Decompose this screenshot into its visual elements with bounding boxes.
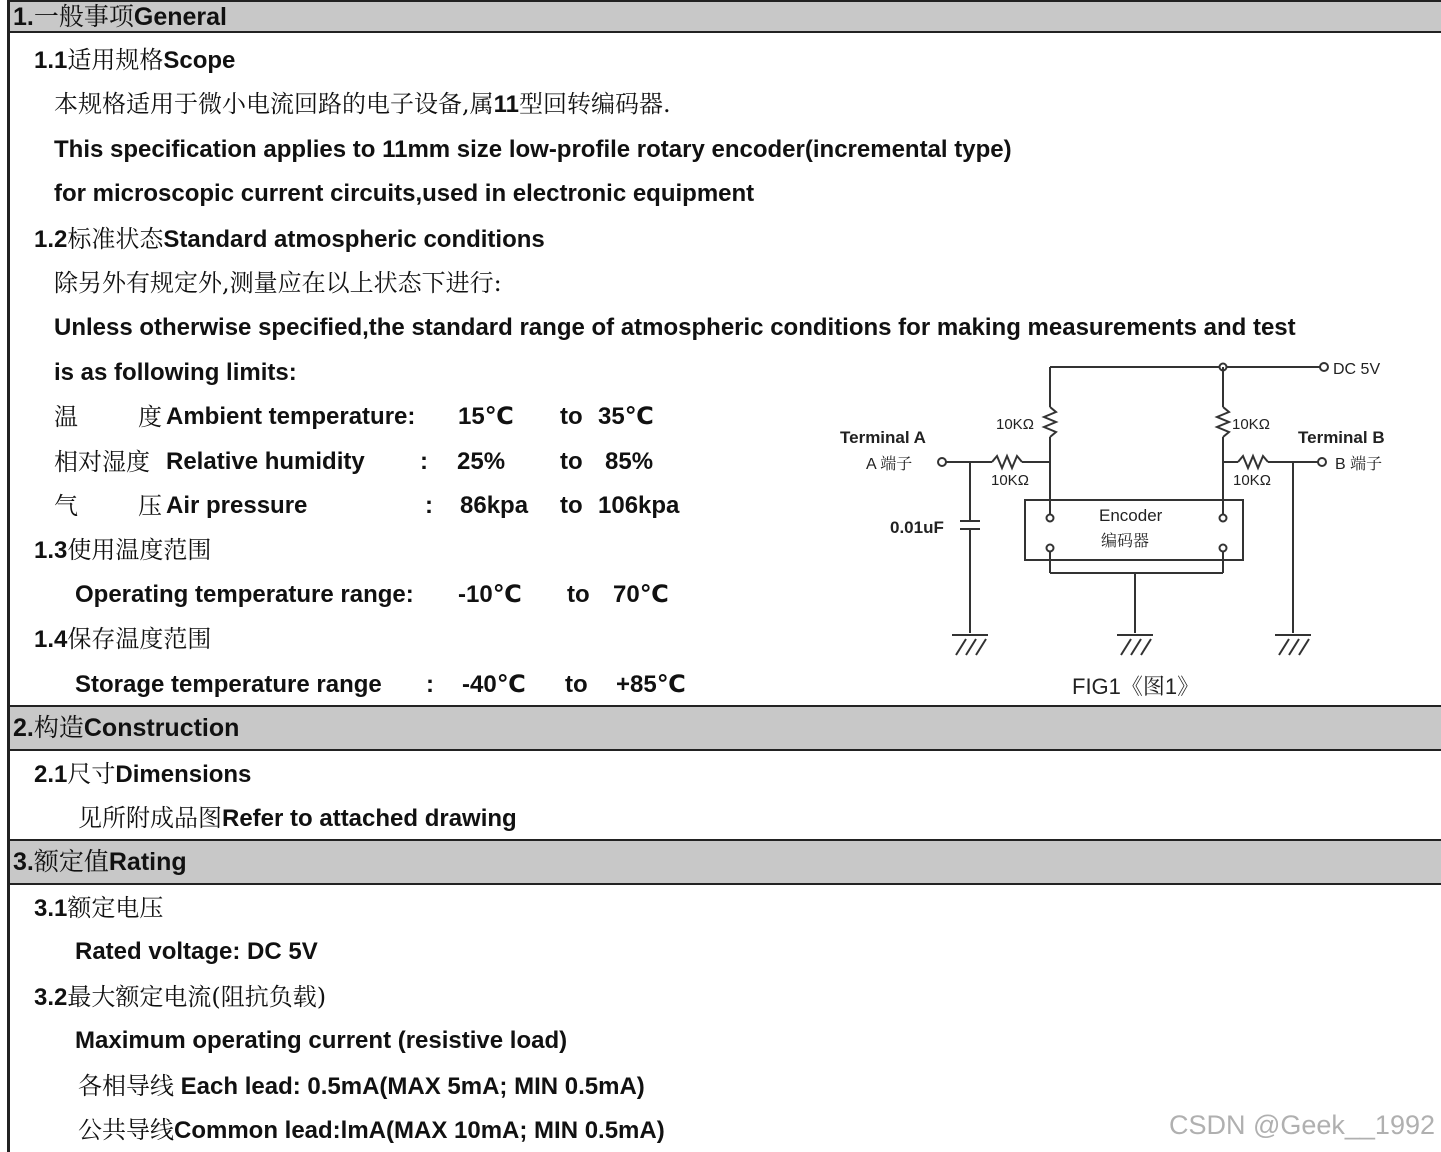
ground-symbol [1275, 635, 1311, 655]
subsection-number: 1.2 [34, 226, 68, 253]
section-number: 3. [13, 848, 34, 876]
resistor-label: 10KΩ [1232, 416, 1270, 433]
condition-to: to [560, 448, 583, 475]
condition-label-en: Air pressure [166, 492, 308, 519]
section-number: 2. [13, 714, 34, 742]
subsection-title-en: Standard atmospheric conditions [163, 226, 545, 253]
condition-label-cn: 相对湿度 [54, 448, 150, 476]
capacitor-label: 0.01uF [890, 518, 944, 537]
scope-cn-part1: 本规格适用于微小电流回路的电子设备,属 [54, 90, 494, 118]
condition-label-en: Ambient temperature: [166, 403, 416, 430]
operating-temp-min: -10℃ [458, 581, 522, 608]
condition-separator: : [425, 492, 433, 519]
dimensions-text [78, 803, 517, 834]
subsection-storage-temp [34, 624, 211, 655]
dc-terminal [1320, 363, 1328, 371]
storage-temp-separator: : [426, 671, 434, 698]
subsection-number: 1.4 [34, 626, 68, 653]
dimensions-text-cn: 见所附成品图 [78, 804, 222, 832]
condition-label-cn: 度 [138, 403, 162, 431]
subsection-operating-temp [34, 535, 211, 566]
condition-min: 25% [457, 448, 506, 475]
scope-text-en-2: for microscopic current circuits,used in electronic equipment [54, 180, 755, 207]
condition-to: to [560, 492, 583, 519]
scope-text-cn [54, 89, 671, 120]
subsection-number: 1.3 [34, 537, 68, 564]
subsection-title-cn: 保存温度范围 [67, 625, 212, 653]
encoder-pin [1220, 545, 1227, 552]
scope-text-en-1: This specification applies to 11mm size low-profile rotary encoder(incremental type) [54, 136, 1012, 163]
subsection-rated-voltage [34, 893, 163, 924]
encoder-circuit-diagram [830, 355, 1430, 705]
storage-temp-min: -40℃ [462, 671, 526, 698]
section-title-cn: 一般事项 [33, 2, 134, 31]
figure-caption: FIG1《图1》 [1072, 674, 1200, 699]
condition-to: to [560, 403, 583, 430]
each-lead-cn: 各相导线 [78, 1072, 174, 1100]
dc-5v-label: DC 5V [1333, 361, 1381, 378]
subsection-title-cn: 适用规格 [67, 46, 164, 74]
subsection-title-cn: 使用温度范围 [67, 536, 212, 564]
encoder-pin [1047, 545, 1054, 552]
subsection-title-cn: 最大额定电流(阻抗负载) [67, 983, 327, 1011]
subsection-scope [34, 45, 235, 76]
storage-temp-label: Storage temperature range [75, 671, 382, 698]
resistor-pullup-a [1044, 407, 1056, 437]
watermark: CSDN @Geek__1992 [1168, 1110, 1435, 1140]
section-number: 1. [13, 3, 34, 31]
terminal-a-node [938, 458, 946, 466]
each-lead-text [78, 1071, 645, 1102]
subsection-atmospheric [34, 224, 545, 255]
encoder-pin [1220, 515, 1227, 522]
section-title-cn: 构造 [33, 713, 84, 742]
each-lead-en: Each lead: 0.5mA(MAX 5mA; MIN 0.5mA) [174, 1073, 645, 1100]
subsection-number: 3.2 [34, 984, 68, 1011]
subsection-dimensions [34, 759, 251, 790]
subsection-number: 3.1 [34, 895, 68, 922]
section-title-en: General [133, 3, 227, 31]
terminal-b-node [1318, 458, 1326, 466]
condition-label-cn: 温 [54, 403, 78, 431]
section-title-en: Rating [108, 848, 187, 876]
storage-temp-to: to [565, 671, 588, 698]
atmospheric-text-en-2: is as following limits: [54, 359, 297, 386]
max-current-text: Maximum operating current (resistive load) [75, 1027, 568, 1054]
section-header-construction [10, 705, 1441, 751]
operating-temp-label: Operating temperature range: [75, 581, 414, 608]
condition-max: 35℃ [598, 403, 654, 430]
encoder-label-cn: 编码器 [1101, 533, 1150, 550]
resistor-series-a [992, 456, 1022, 468]
ground-symbol [1117, 635, 1153, 655]
resistor-label: 10KΩ [991, 472, 1029, 489]
terminal-b-label: Terminal B [1298, 428, 1385, 447]
operating-temp-max: 70℃ [613, 581, 669, 608]
atmospheric-text-cn: 除另外有规定外,测量应在以上状态下进行: [54, 269, 502, 297]
terminal-b-label-cn: B 端子 [1335, 456, 1383, 473]
dimensions-text-en: Refer to attached drawing [222, 805, 517, 832]
section-title-en: Construction [83, 714, 240, 742]
operating-temp-to: to [567, 581, 590, 608]
terminal-a-label-cn: A 端子 [866, 456, 913, 473]
condition-label-cn: 气 [54, 492, 78, 520]
scope-cn-size: 11 [493, 91, 520, 118]
encoder-label: Encoder [1099, 506, 1163, 525]
common-lead-text [78, 1115, 665, 1146]
scope-cn-part2: 型回转编码器. [519, 90, 671, 118]
resistor-series-b [1238, 456, 1268, 468]
resistor-label: 10KΩ [996, 416, 1034, 433]
section-title-cn: 额定值 [33, 847, 109, 876]
resistor-label: 10KΩ [1233, 472, 1271, 489]
resistor-pullup-b [1217, 407, 1229, 437]
condition-max: 106kpa [598, 492, 680, 519]
subsection-title-cn: 额定电压 [67, 894, 164, 922]
subsection-title-cn: 尺寸 [67, 760, 116, 788]
terminal-a-label: Terminal A [840, 428, 926, 447]
condition-separator: : [420, 448, 428, 475]
subsection-title-cn: 标准状态 [67, 225, 164, 253]
storage-temp-max: +85℃ [616, 671, 686, 698]
rated-voltage-text: Rated voltage: DC 5V [75, 938, 318, 965]
encoder-pin [1047, 515, 1054, 522]
section-header-rating [10, 839, 1441, 885]
condition-label-cn: 压 [138, 492, 162, 520]
subsection-number: 2.1 [34, 761, 68, 788]
ground-symbol [952, 635, 988, 655]
condition-max: 85% [605, 448, 654, 475]
condition-min: 15℃ [458, 403, 514, 430]
common-lead-cn: 公共导线 [78, 1116, 174, 1144]
subsection-title-en: Scope [163, 47, 236, 74]
subsection-max-current [34, 982, 326, 1013]
section-header-general [10, 0, 1441, 33]
common-lead-en: Common lead:lmA(MAX 10mA; MIN 0.5mA) [174, 1117, 665, 1144]
condition-min: 86kpa [460, 492, 529, 519]
subsection-title-en: Dimensions [115, 761, 252, 788]
condition-label-en: Relative humidity [166, 448, 365, 475]
subsection-number: 1.1 [34, 47, 68, 74]
atmospheric-text-en-1: Unless otherwise specified,the standard range of atmospheric conditions for making measurements and test [54, 314, 1296, 341]
